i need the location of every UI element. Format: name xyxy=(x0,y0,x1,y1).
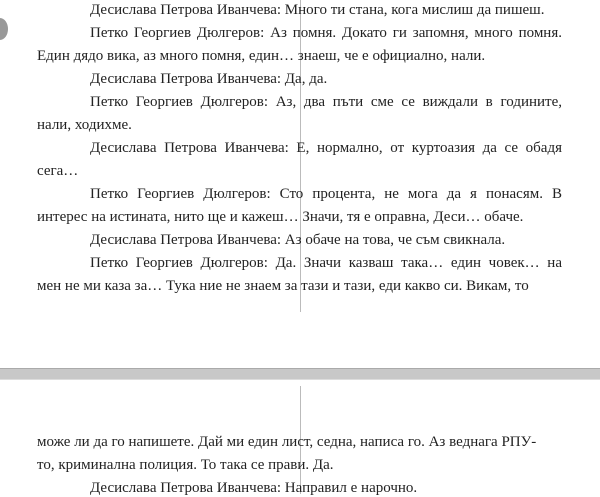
text-line: мен не ми каза за… Тука ние не знаем за тази и тази, еди какво си. Викам, то xyxy=(37,278,529,294)
text-line: Десислава Петрова Иванчева: Много ти стана, кога мислиш да пишеш. xyxy=(90,2,545,18)
text-line: то, криминална полиция. То така се прави. Да. xyxy=(37,457,334,473)
text-line: Десислава Петрова Иванчева: Направил е нарочно. xyxy=(90,480,418,496)
text-line: Петко Георгиев Дюлгеров: Да. Значи казваш така… един човек… на xyxy=(90,255,562,271)
text-line: Десислава Петрова Иванчева: Е, нормално, от куртоазия да се обадя xyxy=(90,140,562,156)
text-line: може ли да го напишете. Дай ми един лист, седна, написа го. Аз веднага РПУ- xyxy=(37,434,537,450)
text-line: Петко Георгиев Дюлгеров: Сто процента, не мога да я понасям. В xyxy=(90,186,562,202)
text-line: Десислава Петрова Иванчева: Аз обаче на това, че съм свикнала. xyxy=(90,232,506,248)
text-line: интерес на истината, нито ще и кажеш… Значи, тя е оправна, Деси… обаче. xyxy=(37,209,524,225)
text-line: Десислава Петрова Иванчева: Да, да. xyxy=(90,71,328,87)
text-line: нали, ходихме. xyxy=(37,117,132,133)
text-line: Петко Георгиев Дюлгеров: Аз, два пъти сме се виждали в годините, xyxy=(90,94,562,110)
text-line: Един дядо вика, аз много помня, един… знаеш, че е официално, нали. xyxy=(37,48,486,64)
page-break xyxy=(0,368,600,380)
scroll-handle[interactable] xyxy=(0,18,8,40)
text-line: сега… xyxy=(37,163,79,179)
text-line: Петко Георгиев Дюлгеров: Аз помня. Докато ги запомня, много помня. xyxy=(90,25,562,41)
